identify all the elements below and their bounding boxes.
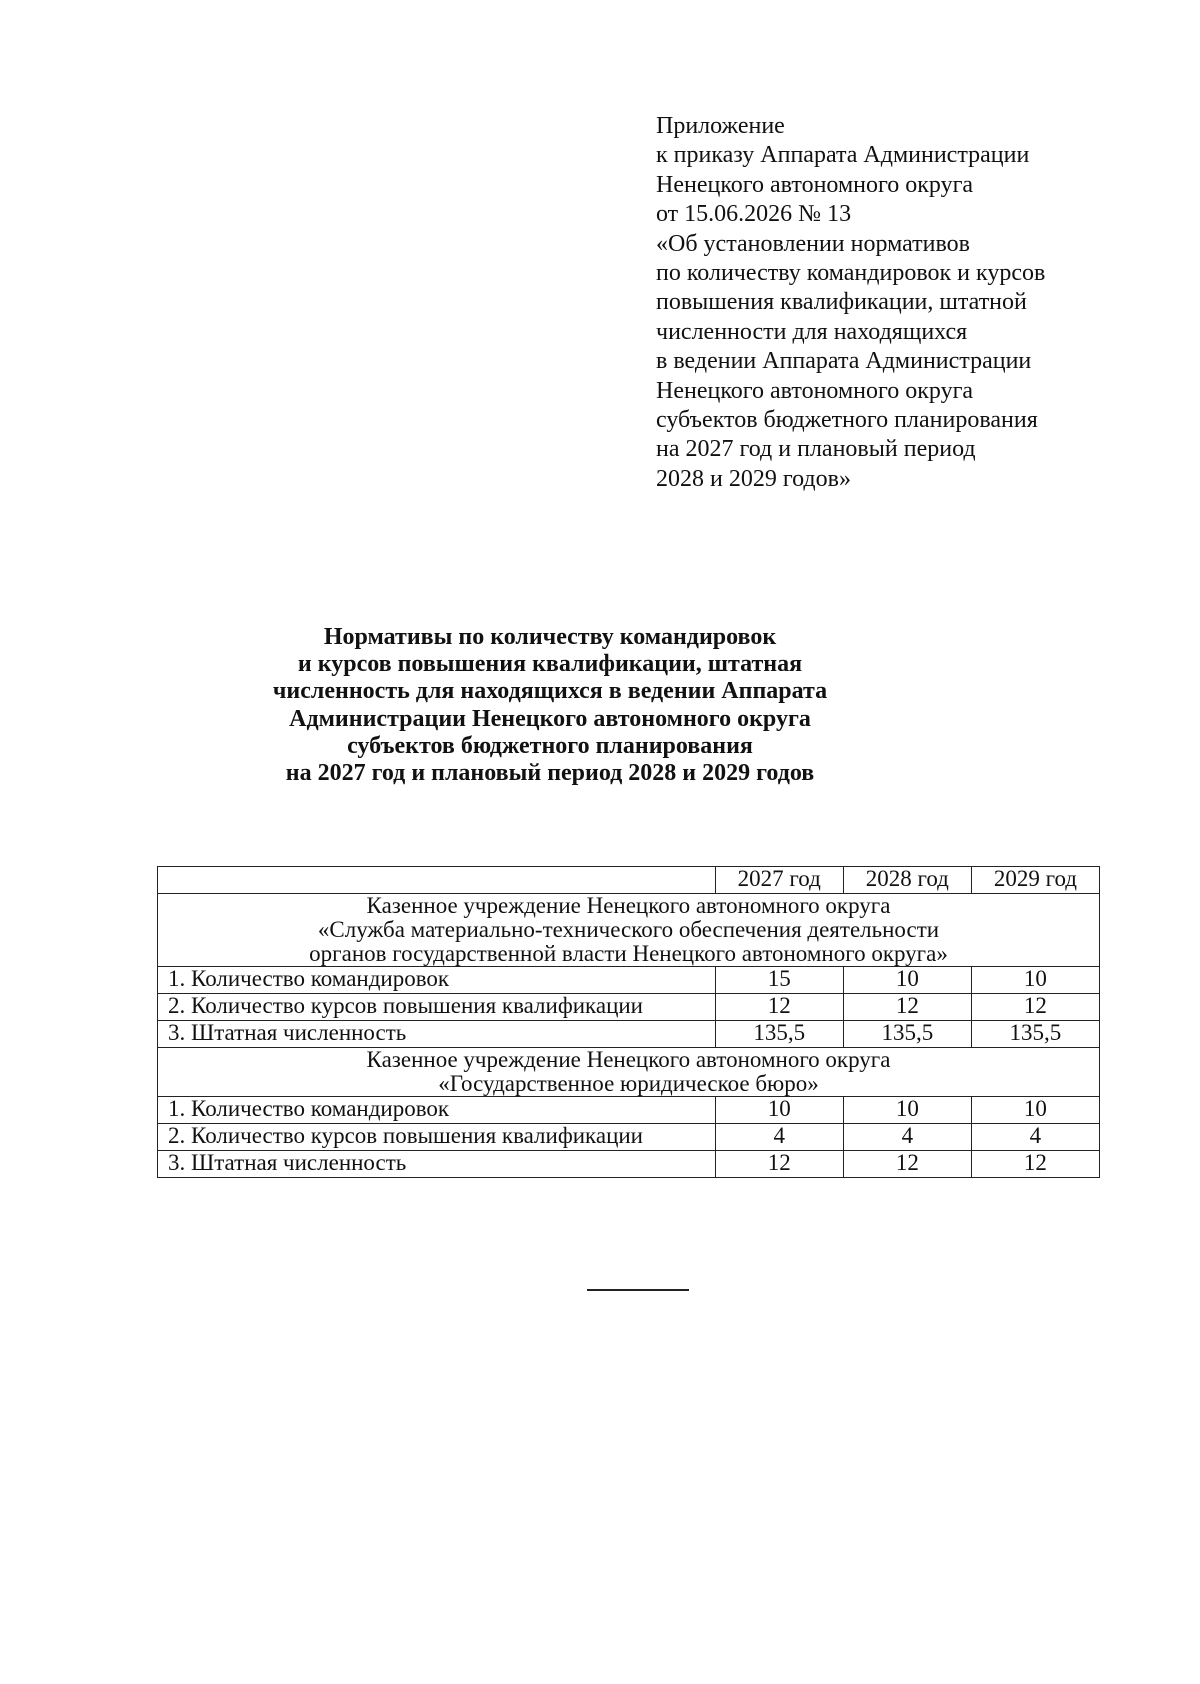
section-header-row — [158, 1048, 1100, 1097]
table-row — [158, 1124, 1100, 1151]
row-label: 1. Количество командировок — [158, 967, 716, 994]
cell-2028: 4 — [843, 1124, 971, 1151]
appendix-line: на 2027 год и плановый период — [656, 436, 976, 463]
appendix-line: Приложение — [656, 113, 785, 139]
table-header-row — [158, 867, 1100, 894]
row-label: 3. Штатная численность — [158, 1151, 716, 1178]
appendix-line: от 15.06.2026 № 13 — [656, 201, 852, 228]
header-2028: 2028 год — [843, 867, 971, 894]
header-2027: 2027 год — [715, 867, 843, 894]
appendix-block — [656, 112, 1176, 494]
header-empty-cell — [158, 867, 716, 894]
appendix-line: повышения квалификации, штатной — [656, 289, 1027, 316]
row-label: 1. Количество командировок — [158, 1097, 716, 1124]
title-line: и курсов повышения квалификации, штатная — [297, 651, 803, 678]
cell-2028: 10 — [843, 967, 971, 994]
section-header-row — [158, 894, 1100, 967]
cell-2028: 12 — [843, 1151, 971, 1178]
end-divider — [587, 1289, 689, 1291]
cell-2029: 135,5 — [971, 1021, 1099, 1048]
title-line: Администрации Ненецкого автономного округа — [289, 705, 811, 732]
appendix-line: субъектов бюджетного планирования — [656, 407, 1038, 434]
cell-2029: 12 — [971, 1151, 1099, 1178]
row-label: 3. Штатная численность — [158, 1021, 716, 1048]
table-row — [158, 1151, 1100, 1178]
cell-2027: 10 — [715, 1097, 843, 1124]
cell-2027: 12 — [715, 994, 843, 1021]
section-title — [158, 894, 1100, 967]
cell-2027: 15 — [715, 967, 843, 994]
norms-table — [157, 866, 1100, 1178]
appendix-line: 2028 и 2029 годов» — [656, 465, 851, 492]
cell-2027: 135,5 — [715, 1021, 843, 1048]
title-line: на 2027 год и плановый период 2028 и 2029 годов — [285, 760, 815, 787]
header-2029: 2029 год — [971, 867, 1099, 894]
section-title-line: органов государственной власти Ненецкого автономного округа» — [309, 941, 948, 966]
row-label: 2. Количество курсов повышения квалификации — [158, 994, 716, 1021]
appendix-line: в ведении Аппарата Администрации — [656, 348, 1032, 375]
cell-2028: 135,5 — [843, 1021, 971, 1048]
cell-2027: 4 — [715, 1124, 843, 1151]
section-title-line: Казенное учреждение Ненецкого автономного округа — [366, 893, 891, 918]
appendix-line: численности для находящихся — [656, 318, 968, 345]
cell-2029: 4 — [971, 1124, 1099, 1151]
title-line: численность для находящихся в ведении Аппарата — [272, 678, 828, 705]
document-title — [150, 624, 950, 787]
section-title-line: «Государственное юридическое бюро» — [438, 1071, 819, 1096]
title-line: субъектов бюджетного планирования — [347, 732, 753, 759]
section-title — [158, 1048, 1100, 1097]
table-row — [158, 1021, 1100, 1048]
appendix-line: к приказу Аппарата Администрации — [656, 142, 1030, 169]
cell-2028: 12 — [843, 994, 971, 1021]
section-title-line: Казенное учреждение Ненецкого автономного округа — [366, 1047, 891, 1072]
cell-2029: 10 — [971, 1097, 1099, 1124]
table-row — [158, 1097, 1100, 1124]
cell-2028: 10 — [843, 1097, 971, 1124]
title-line: Нормативы по количеству командировок — [323, 624, 777, 650]
table-row — [158, 994, 1100, 1021]
cell-2027: 12 — [715, 1151, 843, 1178]
row-label: 2. Количество курсов повышения квалификации — [158, 1124, 716, 1151]
cell-2029: 10 — [971, 967, 1099, 994]
section-title-line: «Служба материально-технического обеспечения деятельности — [317, 917, 940, 942]
appendix-line: по количеству командировок и курсов — [656, 260, 1046, 287]
cell-2029: 12 — [971, 994, 1099, 1021]
appendix-line: «Об установлении нормативов — [656, 230, 971, 257]
appendix-line: Ненецкого автономного округа — [656, 171, 974, 198]
table-row — [158, 967, 1100, 994]
appendix-line: Ненецкого автономного округа — [656, 377, 974, 404]
